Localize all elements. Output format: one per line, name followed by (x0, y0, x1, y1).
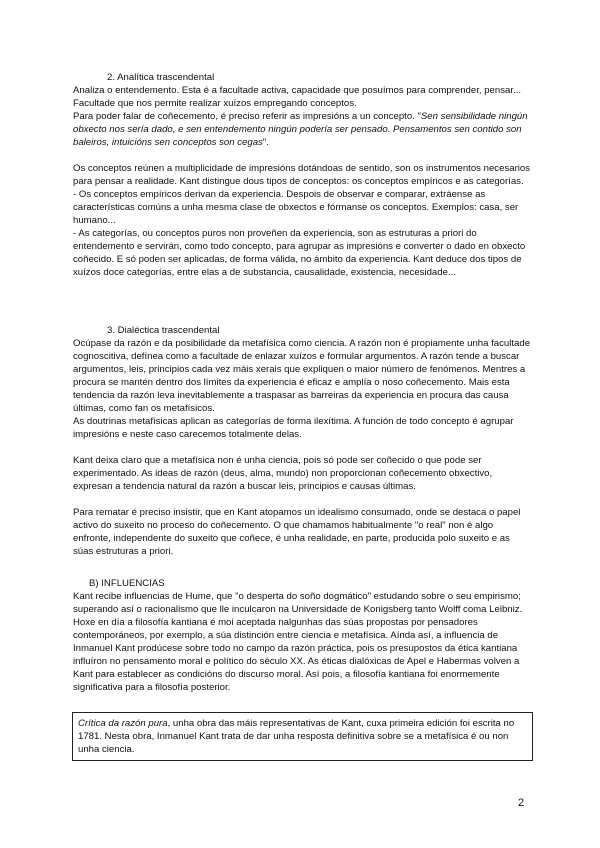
paragraph: - As categorías, ou conceptos puros non proveñen da experiencia, son as estruturas a priori do entendemento e servirán, como todo concepto, para agrupar as impresións e converter o dado en obxecto coñecido. E só poden ser aplicadas, de forma válida, no ámbito da experiencia. Kant deduce dos tipos de xuízos doce categorías, entre elas a de substancia, causalidade, existencia, necesidade... (73, 228, 526, 278)
section-analitica (73, 71, 531, 279)
section-heading: 2. Analítica trascendental (107, 72, 215, 83)
paragraph: Para rematar é preciso insistir, que en Kant atopamos un idealismo consumado, onde se destaca o papel activo do suxeito no proceso do coñecemento. O que chamamos habitualmente "o real" non é algo enfronte, independente do suxeito que coñece, é unha realidade, en parte, producida polo suxeito e as súas estruturas a priori. (73, 507, 521, 557)
paragraph: Ocúpase da razón e da posibilidade da metafísica como ciencia. A razón non é propiamente unha facultade cognoscitiva, defínea como a facultade de enlazar xuízos e formular argumentos. A razón tende a buscar argumentos, leis, principios cada vez máis xerais que expliquen o maior número de fenómenos. Mentres a procura se mantén dentro dos límites da experiencia é eficaz e amplía o noso coñecemento. Mais esta tendencia da razón leva inevitablemente a traspasar as barreiras da experiencia en procura das causa últimas, como fan os metafísicos. (73, 338, 531, 414)
book-title: Crítica da razón pura (78, 718, 168, 729)
section-heading: 3. Dialéctica trascendental (107, 325, 220, 336)
quote-text: Sen sensibilidade ningún obxecto nos sería dado, e sen entendemento ningún podería ser pensado. Pensamentos sen contido son baleiros, intuicións sen conceptos son cegas (73, 111, 528, 148)
section-heading: B) INFLUENCIAS (89, 578, 165, 589)
section-dialectica (73, 324, 531, 558)
section-influencias (73, 577, 531, 694)
box-text: , unha obra das máis representativas de Kant, cuxa primeira edición foi escrita no 1781. Nesta obra, Inmanuel Kant trata de dar unha resposta definitiva sobre se a metafísica é ou non unha ciencia. (78, 718, 515, 755)
paragraph-text: ". (262, 137, 269, 148)
paragraph: - Os conceptos empíricos derivan da experiencia. Despois de observar e comparar, extráense as características comúns a unha mesma clase de obxectos e fórmanse os conceptos. Exemplos: casa, ser humano... (73, 189, 519, 226)
paragraph: Os conceptos reúnen a multiplicidade de impresións dotándoas de sentido, son os instrumentos necesarios para pensar a realidade. Kant distingue dous tipos de conceptos: os conceptos empíricos e as categorías. (73, 163, 531, 187)
paragraph: Analiza o entendemento. Esta é a facultade activa, capacidade que posuímos para comprender, pensar... Facultade que nos permite realizar xuízos empregando conceptos. (73, 85, 521, 109)
paragraph-text: Para poder falar de coñecemento, é preciso referir as impresións a un concepto. " (73, 111, 421, 122)
paragraph: As doutrinas metafísicas aplican as categorías de forma ilexítima. A función de todo concepto é agrupar impresións e neste caso carecemos totalmente delas. (73, 416, 514, 440)
page-number: 2 (518, 797, 525, 809)
paragraph: Kant deixa claro que a metafísica non é unha ciencia, pois só pode ser coñecido o que pode ser experimentado. As ideas de razón (deus, alma, mundo) non proporcionan coñecemento obxectivo, expresan a tendencia natural da razón a buscar leis, principios e causas últimas. (73, 455, 493, 492)
paragraph: Kant recibe influencias de Hume, que "o desperta do soño dogmático" estudando sobre o seu empirismo; superando así o racionalismo que lle inculcaron na Universidade de Konigsberg tanto Wolff coma Leibniz. Hoxe en día a filosofía kantiana é moi aceptada nalgunhas das súas propostas por pensadores contemporáneos, por exemplo, a súa distinción entre ciencia e metafísica. Aínda así, a influencia de Inmanuel Kant prodúcese sobre todo no campo da razón práctica, pois os presupostos da ética kantiana influíron no pensamento moral e político do século XX. As éticas dialóxicas de Apel e Habermas volven a Kant para establecer as condicións do discurso moral. Así pois, a filosofía kantiana foi enormemente significativa para a filosofía posterior. (73, 591, 523, 693)
summary-box (72, 712, 533, 761)
paragraph (73, 110, 531, 149)
